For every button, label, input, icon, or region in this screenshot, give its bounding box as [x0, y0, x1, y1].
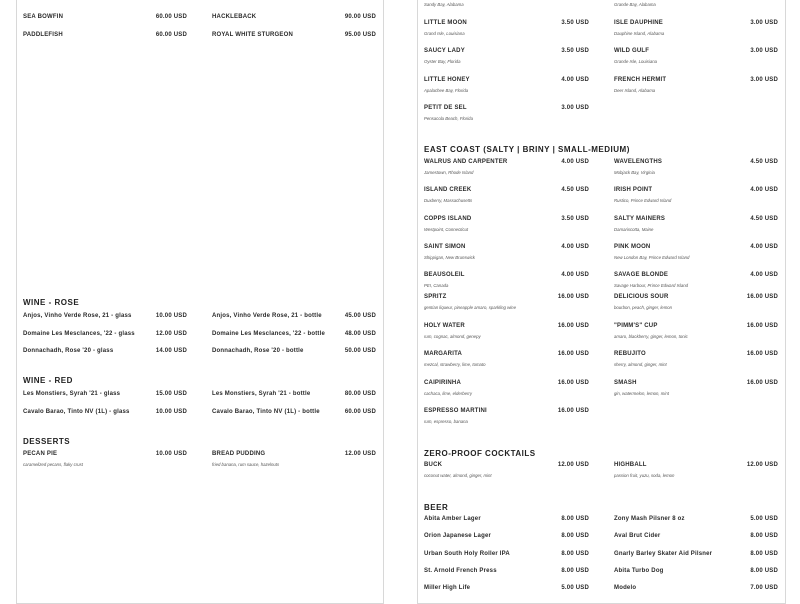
- item-description: Mobjack Bay, Virginia: [614, 170, 655, 175]
- item-price: 4.50 USD: [750, 215, 778, 222]
- item-price: 60.00 USD: [155, 14, 187, 20]
- item-price: 12.00 USD: [344, 451, 376, 457]
- item-price: 90.00 USD: [344, 14, 376, 20]
- item-name: Zony Mash Pilsner 8 oz: [614, 516, 685, 522]
- item-name: Cavalo Barao, Tinto NV (1L) - glass: [23, 408, 130, 415]
- item-price: 16.00 USD: [746, 379, 778, 386]
- item-description: Westpoint, Connecticut: [424, 226, 469, 232]
- item-name: ISLE DAUPHINE: [614, 20, 663, 26]
- item-description: PEI, Canada: [424, 283, 449, 289]
- section-title: DESSERTS: [23, 437, 71, 446]
- item-name: SPRITZ: [424, 294, 447, 299]
- item-price: 3.50 USD: [561, 48, 589, 55]
- item-name: HOLY WATER: [424, 323, 465, 329]
- item-price: 8.00 USD: [561, 516, 589, 522]
- item-name: PADDLEFISH: [23, 32, 63, 38]
- item-price: 4.00 USD: [750, 272, 778, 279]
- item-price: 8.00 USD: [750, 567, 778, 574]
- item-price: 3.50 USD: [561, 215, 589, 222]
- item-name: LITTLE MOON: [424, 20, 467, 26]
- item-price: 14.00 USD: [155, 348, 187, 354]
- item-name: Cavalo Barao, Tinto NV (1L) - bottle: [212, 408, 320, 415]
- item-name: BEAUSOLEIL: [424, 272, 465, 279]
- item-name: St. Arnold French Press: [424, 567, 497, 574]
- item-price: 3.00 USD: [750, 20, 778, 26]
- item-name: WALRUS AND CARPENTER: [424, 159, 508, 165]
- item-name: BREAD PUDDING: [212, 451, 266, 457]
- item-name: PINK MOON: [614, 243, 651, 250]
- item-price: 4.00 USD: [561, 243, 589, 250]
- item-price: 4.00 USD: [561, 272, 589, 279]
- item-name: Modelo: [614, 585, 637, 592]
- item-name: Aval Brut Cider: [614, 533, 661, 540]
- item-description: Oyster Bay, Florida: [424, 59, 461, 65]
- item-price: 16.00 USD: [746, 294, 778, 299]
- item-name: Anjos, Vinho Verde Rose, 21 - glass: [23, 313, 132, 319]
- item-description: Deer Island, Alabama: [614, 87, 656, 93]
- item-description: cachaca, lime, elderberry: [424, 390, 473, 396]
- item-description: gentian liqueur, pineapple amaro, sparkling wine: [424, 305, 516, 310]
- item-description: bourbon, peach, ginger, lemon: [614, 305, 673, 310]
- item-price: 3.50 USD: [561, 20, 589, 26]
- item-price: 16.00 USD: [557, 351, 589, 358]
- item-price: 12.00 USD: [557, 462, 589, 468]
- item-description: Grand Isle, Louisiana: [424, 31, 465, 36]
- item-price: 4.50 USD: [750, 159, 778, 165]
- item-name: Domaine Les Mesclances, '22 - glass: [23, 330, 135, 337]
- item-price: 8.00 USD: [750, 533, 778, 540]
- item-price: 4.50 USD: [561, 187, 589, 194]
- item-name: HACKLEBACK: [212, 14, 257, 20]
- item-description: Sandy Bay, Alabama: [424, 2, 464, 7]
- item-description: Rustico, Prince Edward Island: [614, 198, 672, 204]
- item-price: 3.00 USD: [750, 76, 778, 83]
- item-name: HIGHBALL: [614, 462, 647, 468]
- item-name: BUCK: [424, 462, 443, 468]
- item-price: 4.00 USD: [561, 76, 589, 83]
- item-description: amaro, blackberry, ginger, lemon, tonic: [614, 334, 688, 339]
- item-name: Urban South Holy Roller IPA: [424, 550, 510, 557]
- item-description: Pensacola Beach, Florida: [424, 115, 473, 121]
- section-title: WINE - RED: [23, 376, 73, 385]
- item-description: New London Bay, Prince Edward Island: [614, 254, 690, 260]
- section-divider: [418, 289, 785, 290]
- item-price: 7.00 USD: [750, 585, 778, 592]
- item-name: PETIT DE SEL: [424, 104, 467, 111]
- item-name: Les Monstiers, Syrah '21 - bottle: [212, 391, 311, 397]
- item-name: WAVELENGTHS: [614, 159, 663, 165]
- item-price: 16.00 USD: [746, 323, 778, 329]
- clipped-row: [418, 291, 785, 299]
- item-name: Les Monstiers, Syrah '21 - glass: [23, 391, 121, 397]
- item-price: 10.00 USD: [155, 451, 187, 457]
- item-price: 50.00 USD: [344, 348, 376, 354]
- item-price: 16.00 USD: [557, 323, 589, 329]
- section-title: BEER: [424, 503, 449, 512]
- item-name: DELICIOUS SOUR: [614, 294, 669, 299]
- item-price: 8.00 USD: [750, 550, 778, 557]
- menu-panel-right: [417, 0, 786, 604]
- item-name: Miller High Life: [424, 585, 471, 592]
- item-name: ISLAND CREEK: [424, 187, 472, 194]
- item-price: 8.00 USD: [561, 533, 589, 540]
- item-name: PECAN PIE: [23, 451, 58, 457]
- item-name: SEA BOWFIN: [23, 14, 64, 20]
- item-name: IRISH POINT: [614, 187, 653, 194]
- menu-panel-left: [16, 0, 384, 604]
- item-name: "PIMM'S" CUP: [614, 323, 658, 329]
- item-name: SALTY MAINERS: [614, 215, 666, 222]
- item-name: SAINT SIMON: [424, 243, 466, 250]
- item-description: Jamestown, Rhode Island: [424, 170, 474, 175]
- item-name: ROYAL WHITE STURGEON: [212, 32, 294, 38]
- item-description: Grande Isle, Louisiana: [614, 59, 657, 65]
- item-name: Abita Amber Lager: [424, 516, 481, 522]
- item-description: gin, watermelon, lemon, mint: [614, 390, 669, 396]
- item-description: caramelized pecans, flaky crust: [23, 462, 83, 467]
- item-name: Donnachadh, Rose '20 - bottle: [212, 348, 304, 354]
- item-description: coconut water, almond, ginger, mint: [424, 473, 492, 478]
- item-description: mezcal, strawberry, lime, tomato: [424, 362, 486, 368]
- section-title: WINE - ROSE: [23, 298, 80, 307]
- item-price: 3.00 USD: [750, 48, 778, 55]
- item-name: Orion Japanese Lager: [424, 533, 492, 540]
- item-description: Dauphine Island, Alabama: [614, 31, 665, 36]
- item-price: 4.00 USD: [561, 159, 589, 165]
- item-price: 12.00 USD: [155, 330, 187, 337]
- item-name: REBUJITO: [614, 351, 646, 358]
- item-price: 4.00 USD: [750, 243, 778, 250]
- item-name: Gnarly Barley Skater Aid Pilsner: [614, 550, 713, 557]
- item-price: 8.00 USD: [561, 550, 589, 557]
- item-price: 15.00 USD: [155, 391, 187, 397]
- item-price: 5.00 USD: [750, 516, 778, 522]
- item-description: rum, cognac, almond, genepy: [424, 334, 481, 339]
- item-description: Duxberry, Massachusetts: [424, 198, 473, 204]
- item-name: Abita Turbo Dog: [614, 567, 664, 574]
- item-price: 10.00 USD: [155, 408, 187, 415]
- item-name: MARGARITA: [424, 351, 463, 358]
- item-price: 60.00 USD: [155, 32, 187, 38]
- item-description: Grande Bay, Alabama: [614, 2, 656, 7]
- item-price: 10.00 USD: [155, 313, 187, 319]
- item-price: 3.00 USD: [561, 104, 589, 111]
- item-description: Damariscotta, Maine: [614, 226, 654, 232]
- item-name: Anjos, Vinho Verde Rose, 21 - bottle: [212, 313, 322, 319]
- item-name: FRENCH HERMIT: [614, 76, 667, 83]
- item-name: WILD GULF: [614, 48, 650, 55]
- item-price: 95.00 USD: [344, 32, 376, 38]
- item-name: ESPRESSO MARTINI: [424, 407, 487, 414]
- section-title: ZERO-PROOF COCKTAILS: [424, 449, 536, 458]
- item-price: 48.00 USD: [344, 330, 376, 337]
- item-price: 45.00 USD: [344, 313, 376, 319]
- item-name: COPPS ISLAND: [424, 215, 472, 222]
- item-price: 16.00 USD: [557, 294, 589, 299]
- item-price: 60.00 USD: [344, 408, 376, 415]
- item-description: fried banana, rum sauce, hazelnuts: [212, 462, 280, 467]
- item-name: Donnachadh, Rose '20 - glass: [23, 348, 114, 354]
- item-description: sherry, almond, ginger, mint: [614, 362, 667, 368]
- item-name: SMASH: [614, 379, 637, 386]
- item-name: CAIPIRINHA: [424, 379, 462, 386]
- item-price: 5.00 USD: [561, 585, 589, 592]
- item-name: LITTLE HONEY: [424, 76, 470, 83]
- item-price: 16.00 USD: [746, 351, 778, 358]
- item-price: 4.00 USD: [750, 187, 778, 194]
- item-description: rum, espresso, banana: [424, 418, 468, 424]
- item-description: passion fruit, yuzu, soda, lemon: [614, 473, 675, 478]
- item-name: Domaine Les Mesclances, '22 - bottle: [212, 330, 325, 337]
- section-title: EAST COAST (SALTY | BRINY | SMALL-MEDIUM): [424, 145, 630, 154]
- item-name: SAUCY LADY: [424, 48, 465, 55]
- item-price: 80.00 USD: [344, 391, 376, 397]
- item-price: 8.00 USD: [561, 567, 589, 574]
- item-description: Savage Harbour, Prince Edward Island: [614, 283, 689, 289]
- item-name: SAVAGE BLONDE: [614, 272, 669, 279]
- item-description: Shippigan, New Brunswick: [424, 254, 475, 260]
- item-price: 12.00 USD: [746, 462, 778, 468]
- item-price: 16.00 USD: [557, 407, 589, 414]
- item-price: 16.00 USD: [557, 379, 589, 386]
- item-description: Apalachee Bay, Florida: [424, 87, 469, 93]
